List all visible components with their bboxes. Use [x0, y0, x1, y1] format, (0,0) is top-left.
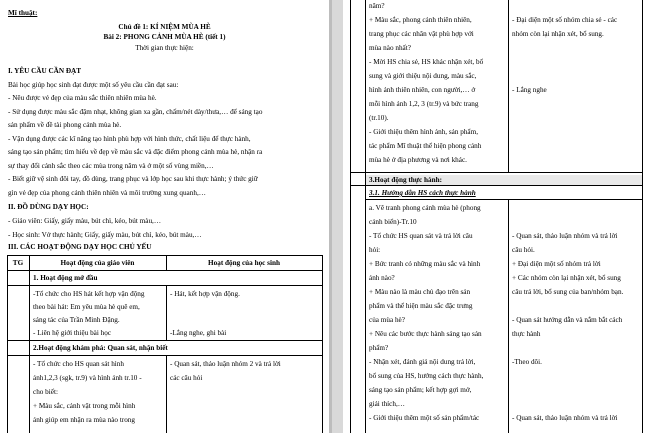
teacher-cell-line: - Giới thiệu thêm một số sản phẩm/tác: [369, 414, 480, 422]
sec2-line: - Học sinh: Vở thực hành; Giấy, giấy màu, bút chì, kéo, bút màu,…: [8, 231, 202, 239]
sec1-line: gìn vẻ đẹp của phong cảnh thiên nhiên và môi trường xung quanh,…: [8, 189, 206, 197]
teacher-cell-line: ảnh giúp em nhận ra mùa nào trong: [33, 416, 135, 424]
teacher-cell-line: - Nhận xét, đánh giá nội dung trả lời,: [369, 358, 476, 366]
student-cell-line: - Quan sát, thảo luận nhóm 2 và trả lời: [170, 360, 281, 368]
section-3-title: III. CÁC HOẠT ĐỘNG DẠY HỌC CHỦ YẾU: [8, 243, 152, 251]
teacher-cell-line: phẩm?: [369, 344, 389, 352]
student-cell-line: - Quan sát, thảo luận nhóm và trả lời: [512, 414, 618, 422]
teacher-cell-line: mùa hè ở địa phương và nơi khác.: [369, 156, 467, 164]
sec2-line: - Giáo viên: Giấy, giấy màu, bút chì, kéo, bút màu,…: [8, 217, 162, 225]
student-cell-line: - Quan sát, thảo luận nhóm và trả lời: [512, 232, 618, 240]
lesson-title: Bài 2: PHONG CẢNH MÙA HÈ (tiết 1): [103, 33, 226, 41]
teacher-cell-line: - Giới thiệu thêm hình ảnh, sản phẩm,: [369, 128, 478, 136]
teacher-cell-line: + Màu nào là màu chủ đạo trên sản: [369, 288, 471, 296]
sec1-line: - Biết giữ vệ sinh đôi tay, đồ dùng, trang phục và lớp học sau khi thực hành; ý thức giữ: [8, 175, 258, 183]
teacher-cell-line: mùa nào nhất?: [369, 44, 411, 52]
student-cell-line: nhóm còn lại nhận xét, bổ sung.: [512, 30, 604, 38]
teacher-cell-line: hỏi:: [369, 246, 381, 254]
sec1-line: sự thay đổi cảnh sắc theo các mùa trong năm và ở một số vùng miền,…: [8, 162, 214, 170]
teacher-cell-line: phẩm và thể hiện màu sắc đặc trưng: [369, 302, 473, 310]
teacher-cell-line: mỗi hình ảnh 1,2, 3 (tr.9) và bức trang: [369, 100, 479, 108]
teacher-cell-line: + Màu sắc, cảnh vật trong mỗi hình: [33, 402, 136, 410]
student-cell-line: -Theo dõi.: [512, 358, 542, 366]
topic-title: Chủ đề 1: KÍ NIỆM MÙA HÈ: [118, 23, 211, 31]
row-heading-2: 2.Hoạt động khám phá: Quan sát, nhận biết: [33, 344, 168, 352]
teacher-cell-line: + Nêu các bước thực hành sáng tạo sản: [369, 330, 482, 338]
right-document-page: [343, 0, 650, 433]
teacher-cell-line: - Liên hệ giới thiệu bài học: [33, 329, 112, 337]
teacher-cell-line: - Tổ chức HS quan sát và trả lời câu: [369, 232, 473, 240]
sec1-line: - Vận dụng được các kĩ năng tạo hình phù hợp với hình thức, chất liệu để thực hành,: [8, 135, 251, 143]
student-cell-line: - Lắng nghe: [512, 86, 547, 94]
student-cell-line: thực hành: [512, 330, 541, 338]
teacher-cell-line: + Bức tranh có những màu sắc và hình: [369, 260, 481, 268]
sec1-line: - Nêu được vẻ đẹp của màu sắc thiên nhiên mùa hè.: [8, 94, 157, 102]
section-2-title: II. ĐỒ DÙNG DẠY HỌC:: [8, 203, 89, 211]
row-heading-1: 1. Hoạt động mở đầu: [33, 274, 98, 282]
student-cell-line: -Lắng nghe, ghi bài: [170, 329, 227, 337]
sec1-line: sản phẩm về đề tài phong cảnh mùa hè.: [8, 121, 122, 129]
student-cell-line: - Hát, kết hợp vận động.: [170, 290, 240, 298]
teacher-cell-line: sung và giới thiệu nội dung, màu sắc,: [369, 72, 477, 80]
teacher-cell-line: theo bài hát: Em yêu mùa hè quê em,: [33, 303, 140, 311]
header-tg: TG: [12, 259, 24, 267]
student-cell-line: câu hỏi.: [512, 246, 535, 254]
teacher-cell-line: sáng tạo sản phẩm; kết hợp gợi mở,: [369, 386, 472, 394]
section-1-title: I. YÊU CẦU CẦN ĐẠT: [8, 67, 82, 75]
teacher-cell-line: cho biết:: [33, 388, 58, 396]
sec1-line: - Sử dụng được màu sắc đậm nhạt, không gian xa gần, chấm/nét dày/thưa,… để sáng tạo: [8, 108, 263, 116]
teacher-cell-line: trang phục các nhân vật phù hợp với: [369, 30, 474, 38]
teacher-cell-line: bổ sung của HS, hướng cách thực hành,: [369, 372, 484, 380]
student-cell-line: câu trả lời, bổ sung của ban/nhóm bạn.: [512, 288, 624, 296]
student-cell-line: + Các nhóm còn lại nhận xét, bổ sung: [512, 274, 621, 282]
page-shadow: [329, 0, 332, 433]
student-cell-line: - Quan sát hướng dẫn và nắm bắt cách: [512, 316, 623, 324]
header-student: Hoạt động của học sinh: [208, 259, 280, 267]
teacher-cell-line: a. Vẽ tranh phong cảnh mùa hè (phong: [369, 204, 481, 212]
teacher-cell-line: của mùa hè?: [369, 316, 405, 324]
teacher-cell-line: giải thích,…: [369, 400, 405, 408]
teacher-cell-line: hình ảnh thiên nhiên, con người,… ở: [369, 86, 476, 94]
teacher-cell-line: -Tổ chức cho HS hát kết hợp vận động: [33, 290, 145, 298]
teacher-cell-line: - Mời HS chia sẻ, HS khác nhận xét, bổ: [369, 58, 484, 66]
row-subheading-3-1: 3.1. Hướng dẫn HS cách thực hành: [369, 189, 476, 197]
teacher-cell-line: ảnh1,2,3 (sgk, tr.9) và hình ảnh tr.10 -: [33, 374, 142, 382]
sec1-line: Bài học giúp học sinh đạt được một số yêu cầu cần đạt sau:: [8, 81, 179, 89]
teacher-cell-line: + Màu sắc, phong cảnh thiên nhiên,: [369, 16, 472, 24]
teacher-cell-line: năm?: [369, 2, 385, 10]
sec1-line: sáng tạo sản phẩm; tìm hiểu về đẹp về màu sắc và đặc điểm phong cảnh mùa hè, nhận ra: [8, 148, 263, 156]
teacher-cell-line: (tr.10).: [369, 114, 389, 122]
teacher-cell-line: cảnh biển)-Tr.10: [369, 218, 417, 226]
teacher-cell-line: - Tổ chức cho HS quan sát hình: [33, 360, 124, 368]
student-cell-line: + Đại diện một số nhóm trả lời: [512, 260, 601, 268]
teacher-cell-line: ảnh nào?: [369, 274, 395, 282]
teacher-cell-line: sáng tác của Trần Minh Đặng.: [33, 316, 120, 324]
subject-label: Mĩ thuật:: [8, 9, 38, 17]
time-line: Thời gian thực hiện:: [135, 44, 194, 52]
teacher-cell-line: tác phẩm Mĩ thuật thể hiện phong cảnh: [369, 142, 482, 150]
student-cell-line: - Đại diện một số nhóm chia sẻ - các: [512, 16, 618, 24]
header-teacher: Hoạt động của giáo viên: [60, 259, 135, 267]
row-heading-3: 3.Hoạt động thực hành:: [366, 175, 642, 185]
student-cell-line: các câu hỏi: [170, 374, 203, 382]
